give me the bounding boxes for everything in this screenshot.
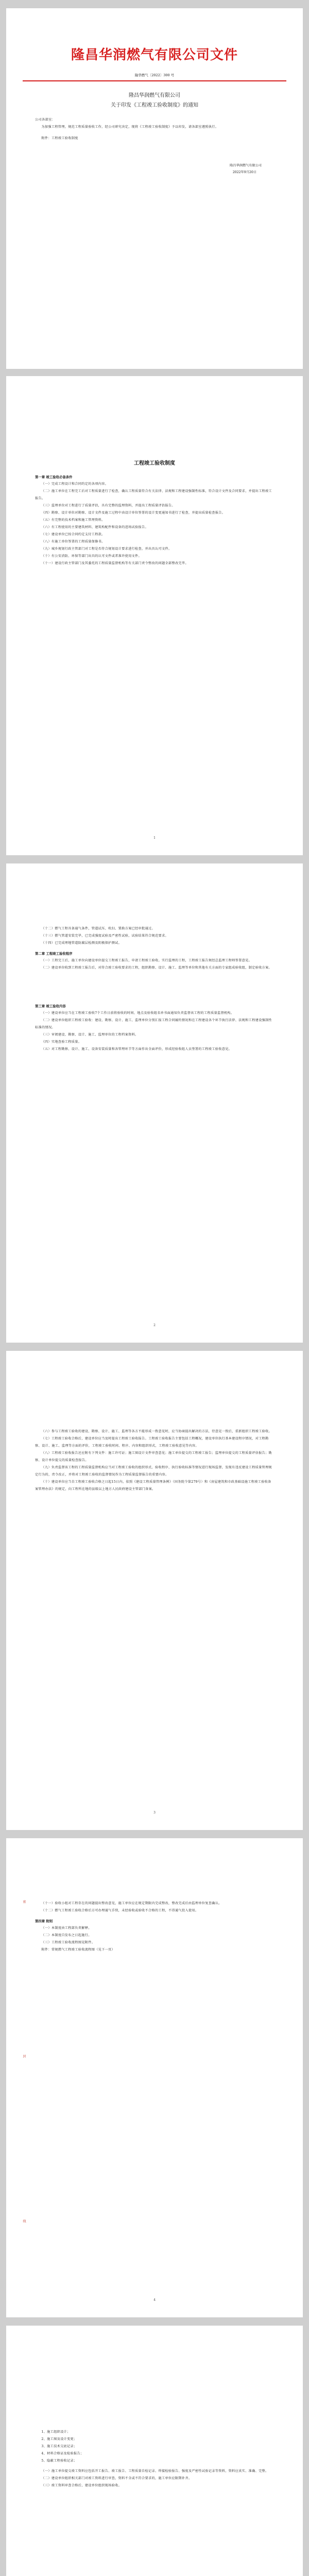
binding-mark: 封 [22,2055,26,2059]
page-cover [6,8,303,369]
page-4 [6,1351,303,1830]
paragraph: （四）实地查验工程质量。 [41,1040,82,1044]
paragraph: （二）本制度自发布之日起施行。 [41,1934,92,1937]
paragraph: （十三）燃气管道安装完毕，已完成强度试验及严密性试验，试验结果符合规范要求。 [41,934,168,938]
paragraph: （七）工程竣工验收合格后，建设单位应当及时提出工程竣工验收报告。工程竣工验收报告主要包括工程概况，建设单位执行基本建设程序情况，对工程勘察、设计、施工、监理等方面的评价，工程竣工验收时间、程序、内容和组织形式，工程竣工验收意见等内容。 [35,1437,269,1448]
binding-mark: 密 [22,1900,26,1904]
doc-header: 隆昌华润燃气有限公司文件 [71,47,238,63]
list-item: 1、施工组织设计； [41,2430,71,2434]
page-6 [6,2326,303,2576]
chapter-heading: 第三章 竣工验收内容 [35,1004,66,1008]
page-2 [6,376,303,855]
paragraph: （十二）燃气工程具备通气条件，管道试压、吹扫、置换方案已经审批通过。 [41,927,155,930]
paragraph: （五）有完整的技术档案和施工管理资料。 [41,518,105,522]
paragraph: （六）有工程使用的主要建筑材料、建筑构配件和设备的进场试验报告。 [41,526,148,529]
list-item: 5、隐蔽工程验收记录； [41,2459,77,2463]
paragraph: （一）建设单位应当在工程竣工验收7个工作日前将验收的时间、地点及验收组名单书面通知负责监督该工程的工程质量监督机构。 [41,1011,234,1015]
chapter-heading: 第一章 竣工验收必备条件 [35,475,73,479]
paragraph: （二）施工单位在工程完工后对工程质量进行了检查，确认工程质量符合有关法律、法规和工程建设强制性标准，符合设计文件及合同要求，并提出工程竣工报告。 [35,489,272,500]
paragraph: （九）城乡规划行政主管部门对工程是否符合规划设计要求进行检查，并出具认可文件。 [41,547,172,551]
binding-mark: 线 [22,2219,26,2224]
paragraph: （十一）建设行政主管部门及其委托的工程质量监督机构等有关部门责令整改的问题全部整改完毕。 [41,562,188,565]
red-divider [23,80,286,81]
paragraph: （二）建设单位组织工程竣工验收：建设、勘察、设计、施工、监理单位分别汇报工程合同履约情况和在工程建设各个环节执行法律、法规和工程建设强制性标准的情况。 [35,1019,272,1029]
paragraph: （十四）已完成埋地管道防腐层检测及阴极保护测试。 [41,941,122,945]
paragraph: （十）有公安消防、环保等部门出具的认可文件或者准许使用文件。 [41,554,142,558]
doc-number: 隆华燃气〔2022〕300 号 [134,73,175,77]
paragraph: （二）建设单位收到工程竣工报告后，对符合竣工验收要求的工程，组织勘察、设计、施工、监理等单位和其他有关方面的专家组成验收组，制定验收方案。 [41,966,272,970]
chapter-heading: 第二章 工程竣工验收程序 [35,952,73,956]
attachment-line: 附件：工程竣工验收制度 [41,137,78,140]
paragraph: （六）参与工程竣工验收的建设、勘察、设计、施工、监理等各方不能形成一致意见时，应当协商提出解决的方法，待意见一致后，重新组织工程竣工验收。 [41,1430,272,1433]
paragraph: （三）竣工资料审查合格后，建设单位组织现场验收。 [41,2484,122,2487]
regulation-title: 工程竣工验收制度 [134,461,175,466]
sign-company: 隆昌华润燃气有限公司 [230,164,262,167]
page-number: 2 [153,1324,156,1327]
paragraph: （五）对工程勘察、设计、施工、设备安装质量和各管理环节等方面作出全面评价，形成经验收组人员签署的工程竣工验收意见。 [41,1047,232,1051]
page-5 [6,1838,303,2317]
page-number: 1 [153,836,156,840]
page-3 [6,863,303,1343]
paragraph: （一）施工单位提交竣工资料应包括开工报告、竣工报告、工程质量自检记录、焊接检验报告、强度及严密性试验记录等资料，资料应真实、准确、完整。 [41,2469,269,2473]
page-number: 4 [153,2298,156,2302]
list-item: 4、材料合格证及检验报告； [41,2452,84,2455]
paragraph: （十）建设单位应当自工程竣工验收合格之日起15日内，依照《建设工程质量管理条例》（国务院令第279号）和《房屋建筑和市政基础设施工程竣工验收备案管理办法》的规定，向工程所在地的县级以上地方人民政府建设主管部门备案。 [35,1480,271,1491]
paragraph: （八）有施工单位签署的工程质量保修书。 [41,540,105,544]
chapter-heading: 第四章 附则 [35,1919,53,1923]
greeting: 公司各部室： [35,118,55,122]
paragraph: （四）勘察、设计单位对勘察、设计文件及施工过程中由设计单位签署的设计变更通知书进行了检查，并提出质量检查报告。 [41,511,226,515]
paragraph: （一）本制度由工程部负责解释。 [41,1926,92,1930]
paragraph: （十二）燃气工程竣工验收合格后方可办理通气手续，未经验收或验收不合格的工程，不得通气投入使用。 [41,1909,199,1912]
list-item: 3、施工技术交底记录； [41,2445,77,2448]
paragraph: （一）工程完工后，施工单位向建设单位提交工程竣工报告，申请工程竣工验收。实行监理的工程，工程竣工报告须经总监理工程师签署意见。 [41,959,252,962]
paragraph: （九）负责监督该工程的工程质量监督机构应当对工程竣工验收的组织形式、验收程序、执行验收标准等情况进行现场监督，发现有违反建设工程质量管理规定行为的，责令改正，并将对工程竣工验收的监督情况作为工程质量监督报告的重要内容。 [35,1466,272,1477]
cover-body: 为加强工程管理，规范工程质量验收工作，经公司研究决定，现将《工程竣工验收制度》予以印发，请各部室遵照执行。 [41,125,219,129]
paragraph: （二）建设单位组织相关部门对竣工资料进行审查，资料不全或不符合要求的，施工单位应限期补齐。 [41,2477,192,2480]
list-item: 2、施工图及设计变更； [41,2437,77,2441]
page-number: 3 [153,1811,156,1815]
paragraph: （一）完成工程设计和合同约定的各项内容。 [41,482,109,486]
paragraph: （十一）验收小组对工程存在的问题提出整改意见，施工单位应在规定期限内完成整改，整改完成后由监理单位复查确认。 [41,1902,222,1905]
paragraph: 附件：常规燃气工程竣工验收流程图（见下一页） [41,1948,115,1952]
paragraph: （三）监理单位对工程进行了质量评估，具有完整的监理资料，并提出工程质量评估报告。 [41,504,175,507]
paragraph: （三）工程竣工验收流程图见附件。 [41,1941,95,1944]
paragraph: （三）审阅建设、勘察、设计、施工、监理单位的工程档案资料。 [41,1033,139,1037]
paragraph: （七）建设单位已按合同约定支付工程款。 [41,533,105,536]
company-name: 隆昌华润燃气有限公司 [129,93,180,98]
notice-title: 关于印发《工程竣工验收制度》的通知 [111,103,198,108]
paragraph: （八）工程竣工验收报告还应附有下列文件：施工许可证；施工图设计文件审查意见；施工单位提交的工程竣工报告；监理单位提交的工程质量评估报告；勘察、设计单位提交的质量检查报告。 [35,1451,272,1462]
sign-date: 2022年9月20日 [232,171,256,174]
